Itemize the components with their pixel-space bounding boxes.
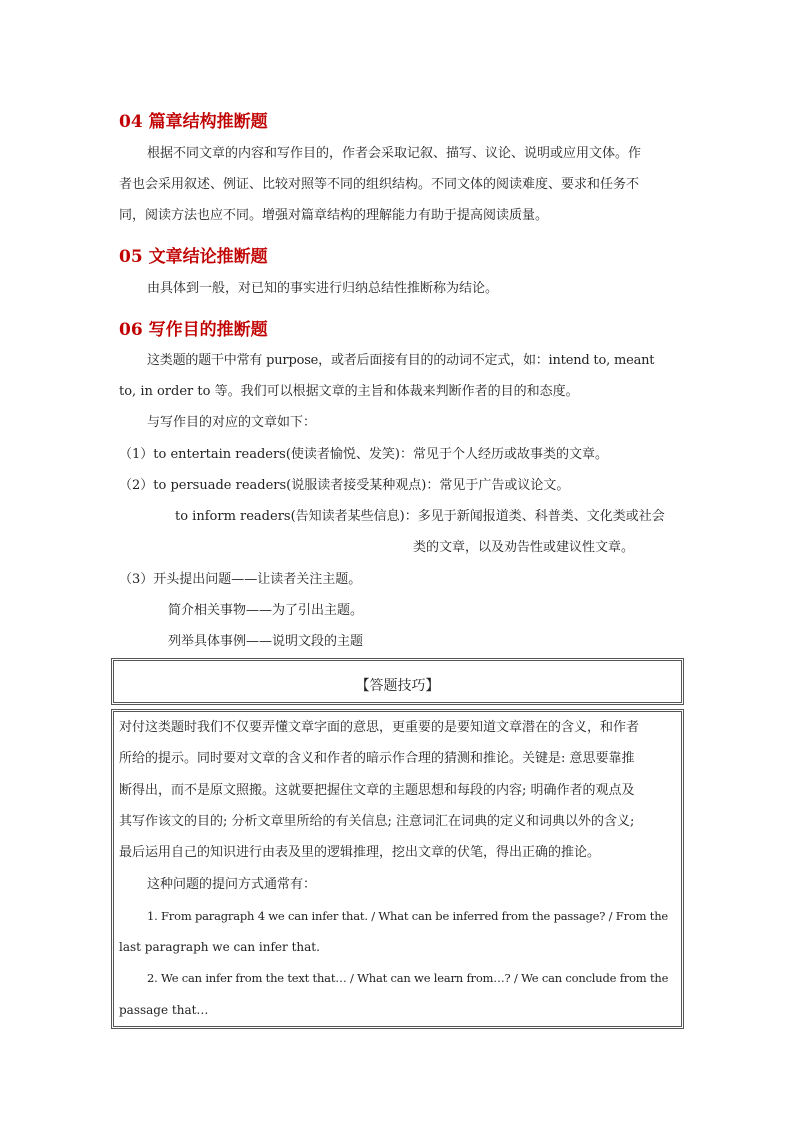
list-item: （1）to entertain readers(使读者愉悦、发笑)：常见于个人经历或故事类的文章。 — [119, 447, 608, 462]
tips-line: 1. From paragraph 4 we can infer that. / What can be inferred from the passage? / From the — [147, 909, 669, 923]
tips-line: 对付这类题时我们不仅要弄懂文章字面的意思，更重要的是要知道文章潜在的含义，和作者 — [119, 720, 640, 735]
paragraph-line: 根据不同文章的内容和写作目的，作者会采取记叙、描写、议论、说明或应用文体。作 — [147, 146, 642, 161]
tips-box-header — [111, 658, 684, 705]
list-item: （2）to persuade readers(说服读者接受某种观点)：常见于广告或议论文。 — [119, 478, 570, 493]
tips-box-title: 【答题技巧】 — [355, 678, 440, 694]
tips-line: 这种问题的提问方式通常有： — [147, 877, 317, 892]
tips-line: last paragraph we can infer that. — [119, 940, 320, 954]
list-item: 列举具体事例——说明文段的主题 — [168, 634, 364, 649]
section-heading-06: 06 写作目的推断题 — [119, 320, 268, 340]
tips-line: 最后运用自己的知识进行由表及里的逻辑推理，挖出文章的伏笔，得出正确的推论。 — [119, 845, 601, 860]
paragraph-line: 同，阅读方法也应不同。增强对篇章结构的理解能力有助于提高阅读质量。 — [119, 208, 549, 223]
tips-line: 2. We can infer from the text that… / What can we learn from…? / We can conclude from the — [147, 971, 669, 985]
list-item: 简介相关事物——为了引出主题。 — [168, 603, 364, 618]
tips-line: 所给的提示。同时要对文章的含义和作者的暗示作合理的猜测和推论。关键是: 意思要靠推 — [119, 751, 635, 766]
paragraph-line: 这类题的题干中常有 purpose，或者后面接有目的的动词不定式，如：intend to, meant — [147, 353, 655, 368]
list-item: （3）开头提出问题——让读者关注主题。 — [119, 572, 362, 587]
paragraph-line: 由具体到一般，对已知的事实进行归纳总结性推断称为结论。 — [147, 281, 499, 296]
tips-line: passage that… — [119, 1003, 209, 1017]
list-item: to inform readers(告知读者某些信息)：多见于新闻报道类、科普类、文化类或社会 — [175, 509, 665, 524]
tips-line: 断得出，而不是原文照搬。这就要把握住文章的主题思想和每段的内容; 明确作者的观点及 — [119, 783, 635, 798]
paragraph-line: 与写作目的对应的文章如下： — [147, 415, 317, 430]
paragraph-line: 者也会采用叙述、例证、比较对照等不同的组织结构。不同文体的阅读难度、要求和任务不 — [119, 177, 640, 192]
section-heading-04: 04 篇章结构推断题 — [119, 112, 268, 132]
tips-line: 其写作该文的目的; 分析文章里所给的有关信息; 注意词汇在词典的定义和词典以外的含义; — [119, 814, 635, 829]
section-heading-05: 05 文章结论推断题 — [119, 247, 268, 267]
list-item-continuation: 类的文章，以及劝告性或建议性文章。 — [413, 540, 635, 555]
paragraph-line: to, in order to 等。我们可以根据文章的主旨和体裁来判断作者的目的和态度。 — [119, 384, 579, 399]
